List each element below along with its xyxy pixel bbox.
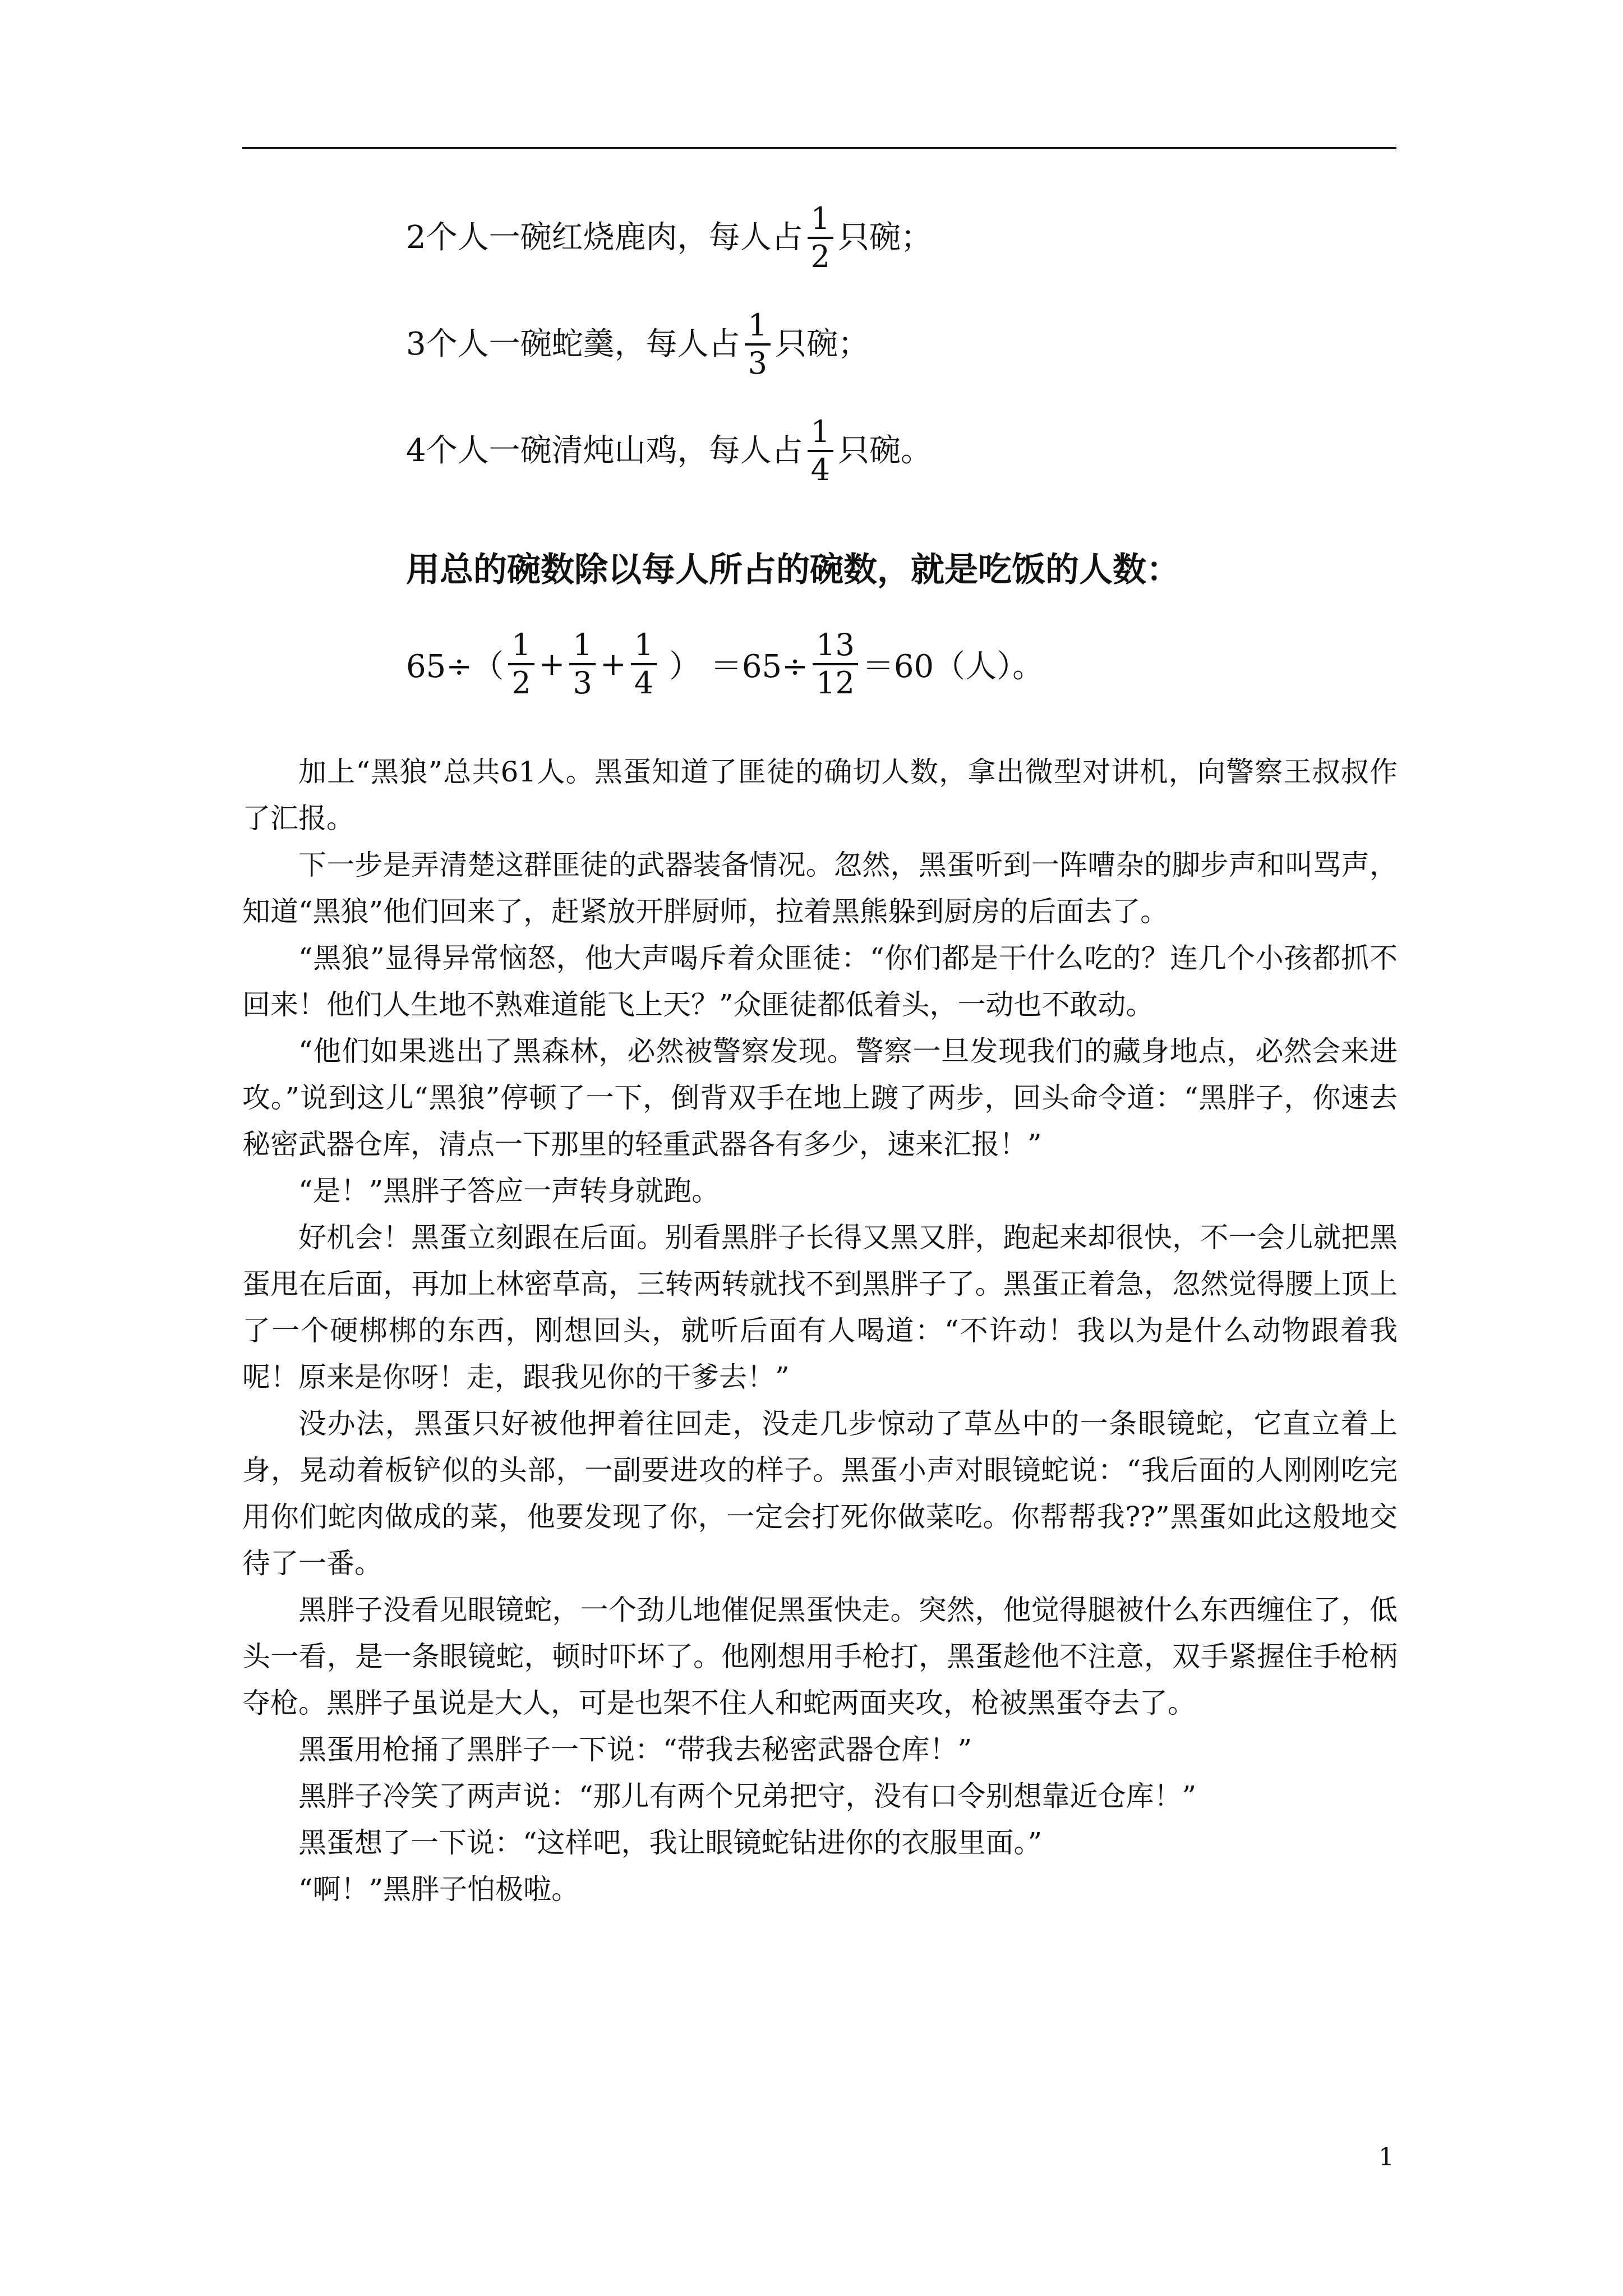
- page-number: 1: [1378, 2143, 1394, 2171]
- equation-text: 4个人一碗清炖山鸡，每人占: [406, 432, 803, 469]
- paragraph: 没办法，黑蛋只好被他押着往回走，没走几步惊动了草丛中的一条眼镜蛇，它直立着上身，晃动着板铲似的头部，一副要进攻的样子。黑蛋小声对眼镜蛇说：“我后面的人刚刚吃完用你们蛇肉做成的菜，他要发现了你，一定会打死你做菜吃。你帮帮我??”黑蛋如此这般地交待了一番。: [242, 1407, 1398, 1580]
- fraction-numerator: 1: [634, 627, 654, 662]
- paragraph: 下一步是弄清楚这群匪徒的武器装备情况。忽然，黑蛋听到一阵嘈杂的脚步声和叫骂声，知道“黑狼”他们回来了，赶紧放开胖厨师，拉着黑熊躲到厨房的后面去了。: [242, 849, 1398, 928]
- formula-text: ） ＝65÷: [669, 648, 809, 685]
- equation-text: 2个人一碗红烧鹿肉，每人占: [406, 219, 803, 256]
- fraction-denominator: 2: [810, 239, 830, 274]
- fraction-denominator: 12: [816, 665, 855, 701]
- fraction-denominator: 3: [748, 346, 767, 381]
- fraction-denominator: 3: [573, 665, 592, 701]
- fraction: [631, 627, 657, 701]
- paragraph: 黑胖子冷笑了两声说：“那儿有两个兄弟把守，没有口令别想靠近仓库！”: [298, 1780, 1197, 1812]
- fraction-numerator: 1: [511, 627, 531, 662]
- equation-text: 只碗。: [838, 432, 932, 469]
- paragraph: 加上“黑狼”总共61人。黑蛋知道了匪徒的确切人数，拿出微型对讲机，向警察王叔叔作了汇报。: [242, 756, 1398, 835]
- fraction: [508, 627, 534, 701]
- fraction-numerator: 1: [810, 414, 830, 449]
- section-heading: 用总的碗数除以每人所占的碗数，就是吃饭的人数：: [406, 550, 1180, 590]
- paragraph: “他们如果逃出了黑森林，必然被警察发现。警察一旦发现我们的藏身地点，必然会来进攻。”说到这儿“黑狼”停顿了一下，倒背双手在地上踱了两步，回头命令道：“黑胖子，你速去秘密武器仓库，清点一下那里的轻重武器各有多少，速来汇报！”: [242, 1035, 1398, 1161]
- equation-text: 只碗；: [775, 326, 869, 362]
- fraction-denominator: 2: [511, 665, 531, 701]
- fraction-numerator: 1: [810, 201, 830, 236]
- equation-line-2: [406, 307, 869, 381]
- paragraph: “是！”黑胖子答应一声转身就跑。: [298, 1175, 720, 1207]
- fraction: [808, 201, 833, 275]
- fraction-denominator: 4: [634, 665, 654, 701]
- header-rule: [242, 147, 1396, 149]
- equation-line-1: [406, 201, 932, 275]
- fraction-denominator: 4: [810, 452, 830, 487]
- paragraph: 黑蛋想了一下说：“这样吧，我让眼镜蛇钻进你的衣服里面。”: [298, 1826, 1043, 1859]
- paragraph: “黑狼”显得异常恼怒，他大声喝斥着众匪徒：“你们都是干什么吃的？连几个小孩都抓不回来！他们人生地不熟难道能飞上天？”众匪徒都低着头，一动也不敢动。: [242, 942, 1398, 1021]
- fraction-numerator: 1: [573, 627, 592, 662]
- plus-sign: +: [600, 646, 626, 683]
- fraction: [813, 627, 858, 701]
- plus-sign: +: [538, 646, 565, 683]
- formula-line: [406, 627, 1044, 701]
- paragraph: 黑蛋用枪捅了黑胖子一下说：“带我去秘密武器仓库！”: [298, 1733, 972, 1766]
- fraction: [745, 307, 771, 381]
- paragraph: “啊！”黑胖子怕极啦。: [298, 1873, 580, 1906]
- equation-text: 3个人一碗蛇羹，每人占: [406, 326, 740, 362]
- equation-text: 只碗；: [838, 219, 932, 256]
- formula-text: ＝60（人）。: [862, 648, 1044, 685]
- fraction: [569, 627, 595, 701]
- fraction-numerator: 13: [816, 627, 855, 662]
- paragraph: 好机会！黑蛋立刻跟在后面。别看黑胖子长得又黑又胖，跑起来却很快，不一会儿就把黑蛋甩在后面，再加上林密草高，三转两转就找不到黑胖子了。黑蛋正着急，忽然觉得腰上顶上了一个硬梆梆的东西，刚想回头，就听后面有人喝道：“不许动！我以为是什么动物跟着我呢！原来是你呀！走，跟我见你的干爹去！”: [242, 1221, 1398, 1393]
- equation-line-3: [406, 414, 932, 488]
- formula-text: 65÷（: [406, 648, 504, 685]
- fraction: [808, 414, 833, 488]
- story-body: [242, 749, 1398, 1913]
- paragraph: 黑胖子没看见眼镜蛇，一个劲儿地催促黑蛋快走。突然，他觉得腿被什么东西缠住了，低头一看，是一条眼镜蛇，顿时吓坏了。他刚想用手枪打，黑蛋趁他不注意，双手紧握住手枪柄夺枪。黑胖子虽说是大人，可是也架不住人和蛇两面夹攻，枪被黑蛋夺去了。: [242, 1594, 1398, 1719]
- fraction-numerator: 1: [748, 307, 767, 343]
